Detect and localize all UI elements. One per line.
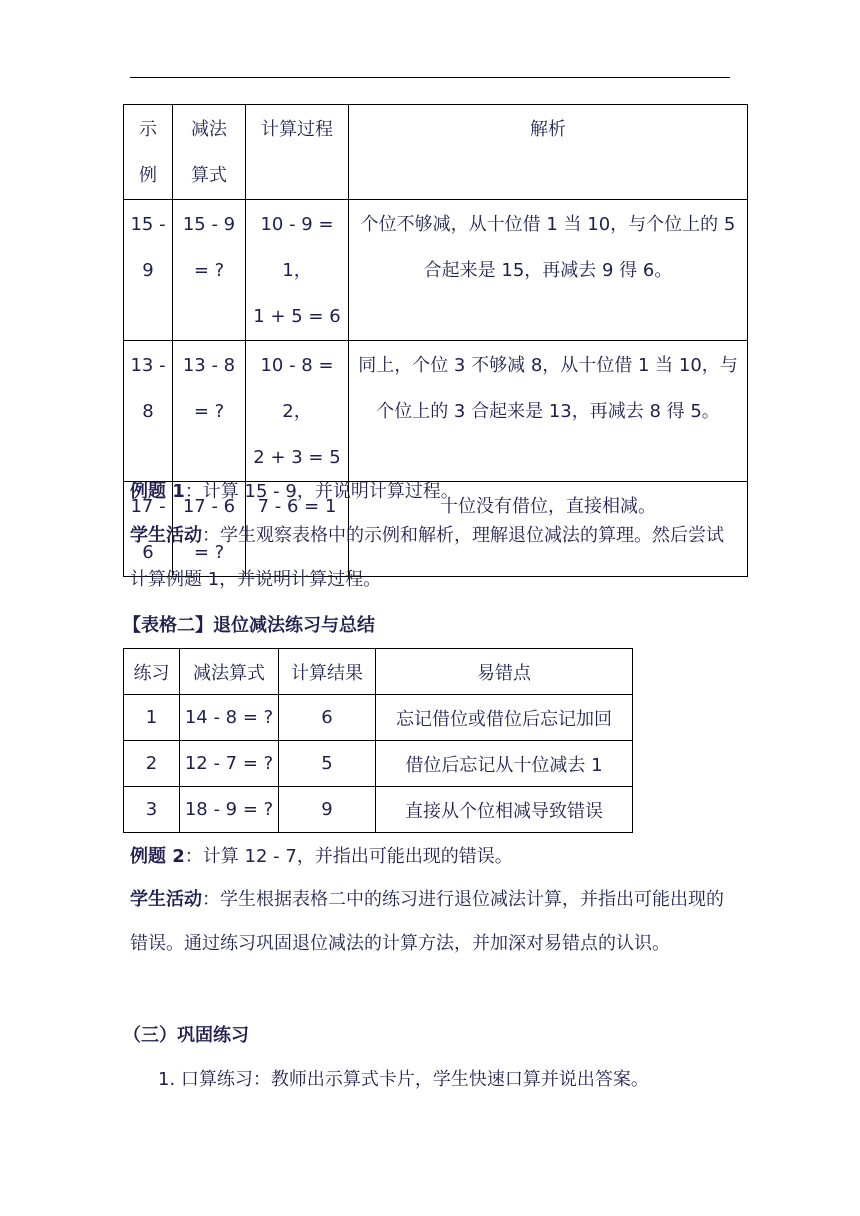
table-cell: 1 [124,695,180,741]
table-row [124,341,748,482]
table-2-title: 【表格二】退位减法练习与总结 [123,615,375,636]
expression-cell: 13 - 8 = ? [173,341,246,482]
table-header-row [124,649,633,695]
activity-1-text: ：学生观察表格中的示例和解析，理解退位减法的算理。然后尝试计算例题 1，并说明计算过程。 [130,525,724,590]
example-2 [130,835,734,879]
section-3-title: （三）巩固练习 [123,1025,249,1046]
table-cell: 借位后忘记从十位减去 1 [376,741,633,787]
expression-cell: 17 - 6 = ? [173,482,246,577]
table-row [124,787,633,833]
example-2-label: 例题 2 [130,846,185,867]
table-cell: 忘记借位或借位后忘记加回 [376,695,633,741]
example-1 [130,470,734,514]
analysis-cell: 同上，个位 3 不够减 8，从十位借 1 当 10，与个位上的 3 合起来是 13，再减去 8 得 5。 [349,341,748,482]
table-cell: 5 [279,741,376,787]
example-cell: 13 - 8 [124,341,173,482]
header-rule [130,77,730,78]
header-cell: 计算结果 [279,649,376,695]
header-cell: 减法 算式 [173,105,246,200]
table-cell: 6 [279,695,376,741]
table-cell: 18 - 9 = ? [180,787,279,833]
student-activity-1 [130,514,734,602]
table-row [124,695,633,741]
example-2-text: ：计算 12 - 7，并指出可能出现的错误。 [184,846,513,867]
header-cell: 计算过程 [246,105,349,200]
header-cell: 练习 [124,649,180,695]
table-practice-summary [123,648,633,833]
list-item-1-text: 口算练习：教师出示算式卡片，学生快速口算并说出答案。 [180,1069,649,1090]
header-cell: 解析 [349,105,748,200]
expression-cell: 15 - 9 = ? [173,200,246,341]
process-cell: 10 - 8 = 2， 2 + 3 = 5 [246,341,349,482]
table-cell: 直接从个位相减导致错误 [376,787,633,833]
table-cell: 3 [124,787,180,833]
activity-2-text: ：学生根据表格二中的练习进行退位减法计算，并指出可能出现的错误。通过练习巩固退位减法的计算方法，并加深对易错点的认识。 [130,889,724,954]
header-cell: 减法算式 [180,649,279,695]
list-item-1 [158,1058,738,1102]
analysis-cell: 个位不够减，从十位借 1 当 10，与个位上的 5 合起来是 15，再减去 9 得 6。 [349,200,748,341]
process-cell: 7 - 6 = 1 [246,482,349,577]
header-cell: 易错点 [376,649,633,695]
list-item-1-number: 1. [158,1069,176,1090]
example-cell: 15 - 9 [124,200,173,341]
table-cell: 14 - 8 = ? [180,695,279,741]
activity-1-label: 学生活动 [130,525,202,546]
activity-2-label: 学生活动 [130,889,202,910]
process-cell: 10 - 9 = 1， 1 + 5 = 6 [246,200,349,341]
example-1-text: ：计算 15 - 9，并说明计算过程。 [184,481,459,502]
student-activity-2 [130,878,734,966]
table-row [124,200,748,341]
table-cell: 12 - 7 = ? [180,741,279,787]
table-header-row [124,105,748,200]
example-cell: 17 - 6 [124,482,173,577]
example-1-label: 例题 1 [130,481,185,502]
table-row [124,741,633,787]
header-cell: 示 例 [124,105,173,200]
table-cell: 2 [124,741,180,787]
analysis-cell: 十位没有借位，直接相减。 [349,482,748,577]
table-cell: 9 [279,787,376,833]
